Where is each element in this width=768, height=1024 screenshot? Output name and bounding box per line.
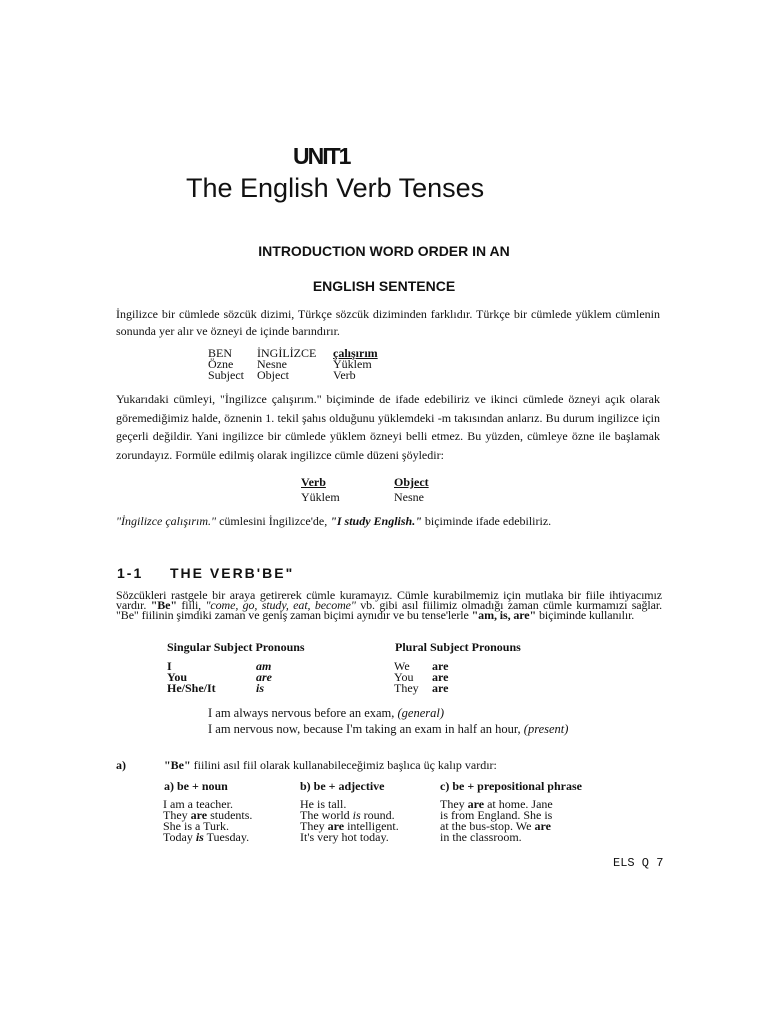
section-forms: "am, is, are"	[471, 608, 537, 622]
grid-ozne: Özne	[208, 357, 234, 371]
singular-pronoun: You	[167, 670, 188, 684]
example-row: in the classroom.	[440, 830, 522, 844]
example-row: is from England. She is	[440, 808, 553, 822]
section-title: THE VERB'BE"	[170, 565, 295, 581]
plural-verb-col	[432, 661, 448, 694]
singular-pronoun-col	[167, 661, 216, 694]
en-quote: "I study English."	[330, 514, 422, 528]
tr-quote: "İngilizce çalışırım."	[116, 514, 217, 528]
singular-heading: Singular Subject Pronouns	[167, 640, 305, 654]
example-present-tag: (present)	[523, 722, 569, 736]
col-b-heading: b) be + adjective	[300, 779, 385, 793]
col-a-heading: a) be + noun	[164, 779, 228, 793]
plural-verb: are	[432, 659, 449, 673]
singular-pronoun: I	[167, 659, 172, 673]
grid-ben: BEN	[208, 346, 232, 360]
example-row: at the bus-stop. We are	[440, 819, 551, 833]
singular-verb: am	[256, 659, 272, 673]
singular-verb-col	[256, 661, 272, 694]
plural-pronoun: They	[394, 681, 419, 695]
col-c-heading: c) be + prepositional phrase	[440, 779, 582, 793]
section-text-4: biçiminde kullanılır.	[536, 608, 635, 622]
part-a-label: a)	[116, 758, 126, 772]
section-text-3: vb. gibi asıl fiilimiz olmadığı zaman cümle kurmamızı sağlar. "Be" fiilinin şimdiki zaman ve geniş zaman biçimi aynıdır ve bu tense'lerle	[116, 598, 662, 622]
plural-pronoun: You	[394, 670, 414, 684]
grid-ingilizce: İNGİLİZCE	[257, 346, 317, 360]
grid-subject: Subject	[208, 368, 244, 382]
formula-verb-col	[301, 477, 340, 503]
part-a-be: "Be"	[164, 758, 191, 772]
intro-heading-line2: ENGLISH SENTENCE	[312, 278, 456, 294]
grid-verb: Verb	[333, 368, 356, 382]
grid-nesne: Nesne	[257, 357, 287, 371]
unit-label: UNIT1	[293, 143, 350, 169]
plural-verb: are	[432, 681, 449, 695]
example-row: I am a teacher.	[163, 797, 233, 811]
section-verbs: "come, go, study, eat, become"	[205, 598, 356, 612]
section-be: "Be"	[150, 598, 177, 612]
explanation-paragraph: Yukarıdaki cümleyi, "İngilizce çalışırım." biçiminde de ifade edebiliriz ve ikinci cümlede özneyi açık olarak göremediğimiz halde, öznenin 1. tekil şahıs olduğunu yüklemdeki -m takısından anlarız. Bu durum ingilizce için geçerli değildir. Yani ingilizce bir cümlede yüklem özneyi belli etmez. Bu yüzden, cümleye özne ile başlamak zorundayız. Formüle edilmiş olarak ingilizce cümle düzeni şöyledir:	[116, 392, 660, 462]
singular-pronoun: He/She/It	[167, 681, 216, 695]
singular-verb: is	[256, 681, 265, 695]
example-general-text: I am always nervous before an exam,	[208, 706, 398, 720]
col-b-examples	[300, 799, 399, 843]
grid-yuklem: Yüklem	[333, 357, 372, 371]
part-a-intro	[164, 758, 497, 773]
example-general	[208, 706, 444, 721]
example-grid-col1	[208, 348, 244, 381]
formula-verb-head: Verb	[301, 475, 326, 489]
section-text-1: Sözcükleri rastgele bir araya getirerek cümle kuramayız. Cümle kurabilmemiz için mutlaka bir fiile ihtiyacımız vardır.	[116, 588, 662, 612]
example-sentence	[116, 514, 551, 529]
plural-heading: Plural Subject Pronouns	[395, 640, 521, 654]
intro-heading-line1: INTRODUCTION WORD ORDER IN AN	[258, 243, 510, 259]
example-row: It's very hot today.	[300, 830, 389, 844]
page-footer: ELS Q 7	[613, 856, 664, 870]
section-paragraph	[116, 590, 662, 620]
example-present	[208, 722, 568, 737]
example-row: They are intelligent.	[300, 819, 399, 833]
example-grid-col2	[257, 348, 316, 381]
plural-pronoun-col	[394, 661, 419, 694]
part-a-text: fiilini asıl fiil olarak kullanabileceğimiz başlıca üç kalıp vardır:	[190, 758, 497, 772]
formula-object-col	[394, 477, 429, 503]
example-end: biçiminde ifade edebiliriz.	[421, 514, 552, 528]
formula-object-head: Object	[394, 475, 429, 489]
plural-pronoun: We	[394, 659, 410, 673]
example-grid-col3	[333, 348, 378, 381]
formula-verb-tr: Yüklem	[301, 490, 340, 504]
section-text-2: fiili,	[176, 598, 206, 612]
col-c-examples	[440, 799, 553, 843]
page-title: The English Verb Tenses	[186, 173, 485, 203]
singular-verb: are	[256, 670, 272, 684]
plural-verb: are	[432, 670, 449, 684]
formula-object-tr: Nesne	[394, 490, 424, 504]
grid-calisirim: çalışırım	[333, 346, 378, 360]
example-row: He is tall.	[300, 797, 347, 811]
example-general-tag: (general)	[397, 706, 445, 720]
example-present-text: I am nervous now, because I'm taking an exam in half an hour,	[208, 722, 524, 736]
example-row: Today is Tuesday.	[163, 830, 250, 844]
example-row: They are students.	[163, 808, 253, 822]
intro-paragraph: İngilizce bir cümlede sözcük dizimi, Türkçe sözcük diziminden farklıdır. Türkçe bir cümlede yüklem cümlenin sonunda yer alır ve özneyi de içinde barındırır.	[116, 307, 660, 338]
example-row: They are at home. Jane	[440, 797, 553, 811]
example-row: She is a Turk.	[163, 819, 230, 833]
section-number: 1-1	[117, 565, 144, 581]
example-row: The world is round.	[300, 808, 395, 822]
grid-object: Object	[257, 368, 289, 382]
example-mid: cümlesini İngilizce'de,	[216, 514, 331, 528]
col-a-examples	[163, 799, 252, 843]
